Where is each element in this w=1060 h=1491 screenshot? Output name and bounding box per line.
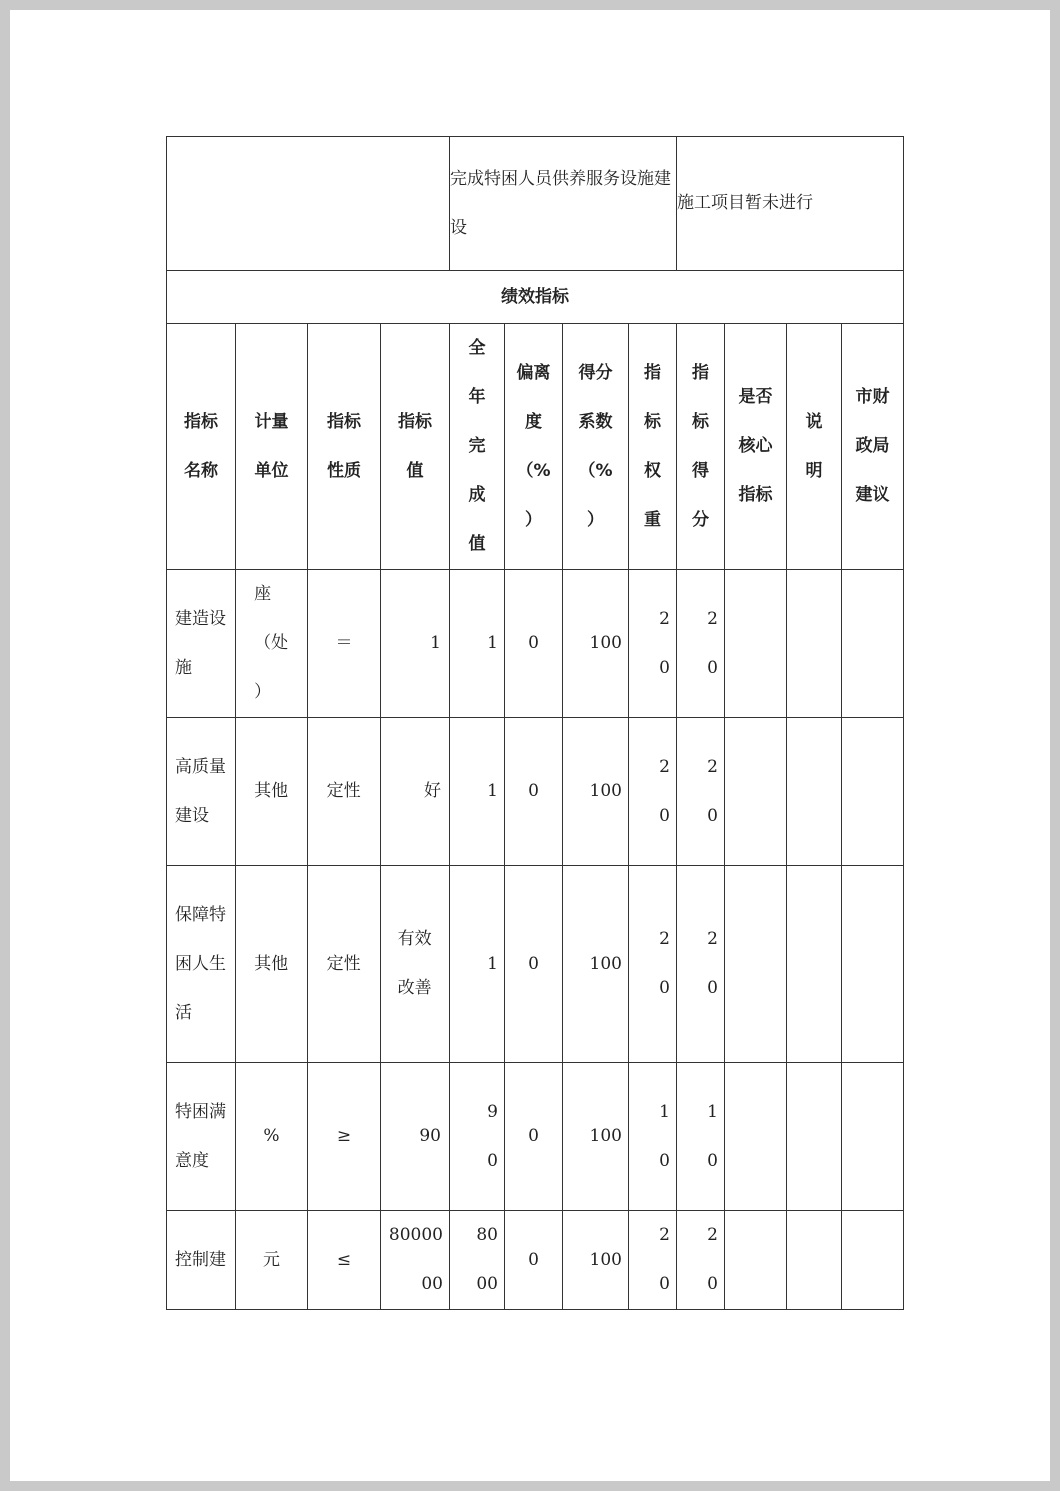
cell-weight: 20	[629, 1211, 677, 1310]
header-score: 指标得分	[677, 324, 725, 570]
cell-actual: 1	[450, 866, 505, 1063]
cell-nature: 定性	[308, 866, 381, 1063]
cell-note	[787, 718, 842, 866]
performance-table	[166, 136, 904, 1310]
cell-actual: 90	[450, 1063, 505, 1211]
cell-note	[787, 570, 842, 718]
header-value: 指标值	[381, 324, 450, 570]
table-row	[167, 1063, 904, 1211]
header-row	[167, 324, 904, 570]
cell-score-coef: 100	[563, 1211, 629, 1310]
header-nature: 指标性质	[308, 324, 381, 570]
cell-advice	[842, 1063, 904, 1211]
document-page	[10, 10, 1050, 1481]
cell-score: 20	[677, 866, 725, 1063]
cell-nature: ＝	[308, 570, 381, 718]
cell-value: 90	[381, 1063, 450, 1211]
section-title: 绩效指标	[167, 271, 904, 324]
cell-score-coef: 100	[563, 718, 629, 866]
cell-score: 20	[677, 570, 725, 718]
header-deviation: 偏离度（%）	[505, 324, 563, 570]
cell-unit: 座（处）	[236, 570, 308, 718]
cell-core	[725, 1063, 787, 1211]
header-unit: 计量单位	[236, 324, 308, 570]
cell-nature: ≥	[308, 1063, 381, 1211]
cell-core	[725, 570, 787, 718]
cell-core	[725, 866, 787, 1063]
header-core: 是否核心指标	[725, 324, 787, 570]
header-actual: 全年完成值	[450, 324, 505, 570]
cell-core	[725, 1211, 787, 1310]
cell-value: 有效改善	[381, 866, 450, 1063]
summary-row	[167, 137, 904, 271]
cell-deviation: 0	[505, 1211, 563, 1310]
cell-unit: 其他	[236, 718, 308, 866]
cell-score-coef: 100	[563, 1063, 629, 1211]
cell-name: 特困满意度	[167, 1063, 236, 1211]
cell-unit: 其他	[236, 866, 308, 1063]
cell-weight: 20	[629, 866, 677, 1063]
cell-note	[787, 1063, 842, 1211]
cell-actual: 1	[450, 570, 505, 718]
cell-nature: ≤	[308, 1211, 381, 1310]
cell-value: 8000000	[381, 1211, 450, 1310]
cell-note	[787, 1211, 842, 1310]
cell-value: 好	[381, 718, 450, 866]
cell-deviation: 0	[505, 718, 563, 866]
cell-core	[725, 718, 787, 866]
cell-deviation: 0	[505, 1063, 563, 1211]
cell-advice	[842, 866, 904, 1063]
cell-name: 建造设施	[167, 570, 236, 718]
table-row	[167, 718, 904, 866]
cell-score-coef: 100	[563, 866, 629, 1063]
cell-deviation: 0	[505, 866, 563, 1063]
cell-advice	[842, 1211, 904, 1310]
cell-name: 保障特困人生活	[167, 866, 236, 1063]
cell-actual: 8000	[450, 1211, 505, 1310]
cell-score: 20	[677, 718, 725, 866]
cell-unit: 元	[236, 1211, 308, 1310]
cell-score: 20	[677, 1211, 725, 1310]
header-score-coef: 得分系数（%）	[563, 324, 629, 570]
cell-value: 1	[381, 570, 450, 718]
cell-deviation: 0	[505, 570, 563, 718]
cell-score: 10	[677, 1063, 725, 1211]
summary-status-cell: 施工项目暂未进行	[677, 137, 904, 271]
cell-advice	[842, 570, 904, 718]
header-name: 指标名称	[167, 324, 236, 570]
cell-weight: 10	[629, 1063, 677, 1211]
header-note: 说明	[787, 324, 842, 570]
table-row	[167, 866, 904, 1063]
cell-weight: 20	[629, 570, 677, 718]
section-title-row	[167, 271, 904, 324]
cell-note	[787, 866, 842, 1063]
header-advice: 市财政局建议	[842, 324, 904, 570]
cell-name: 控制建	[167, 1211, 236, 1310]
cell-advice	[842, 718, 904, 866]
cell-score-coef: 100	[563, 570, 629, 718]
cell-unit: %	[236, 1063, 308, 1211]
summary-goal-cell: 完成特困人员供养服务设施建设	[450, 137, 677, 271]
cell-actual: 1	[450, 718, 505, 866]
table-row	[167, 1211, 904, 1310]
cell-name: 高质量建设	[167, 718, 236, 866]
summary-left-cell	[167, 137, 450, 271]
cell-nature: 定性	[308, 718, 381, 866]
table-row	[167, 570, 904, 718]
header-weight: 指标权重	[629, 324, 677, 570]
cell-weight: 20	[629, 718, 677, 866]
